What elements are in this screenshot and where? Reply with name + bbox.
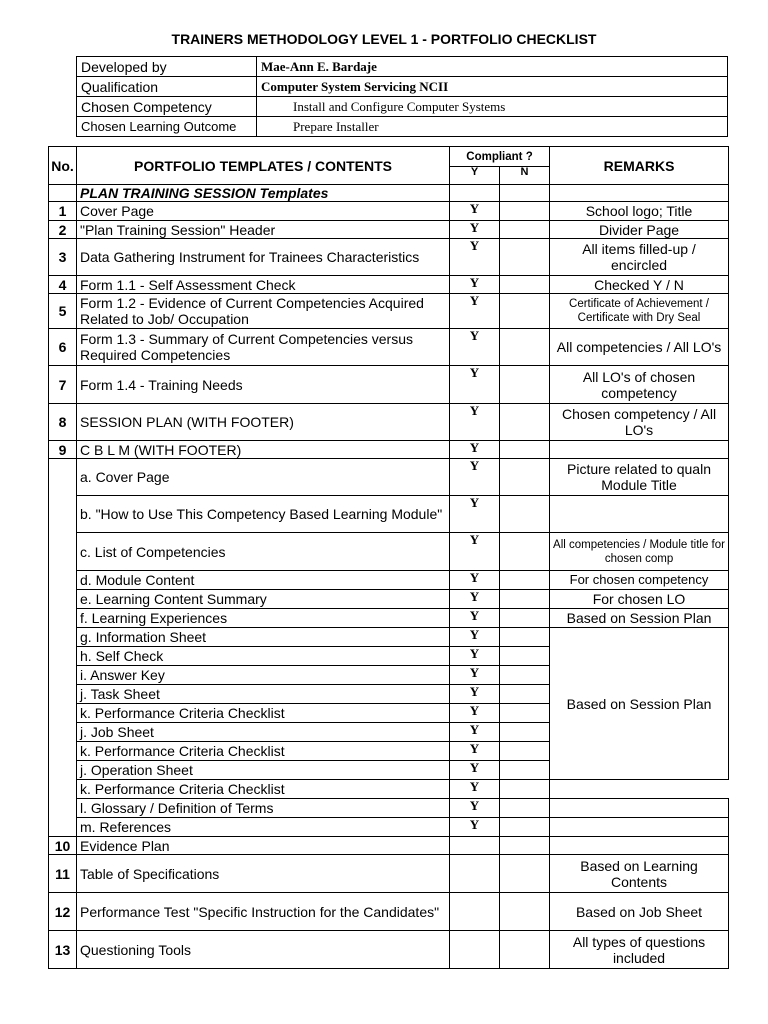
row-remark: Checked Y / N (550, 276, 729, 294)
row-content: Questioning Tools (77, 931, 450, 969)
table-row (49, 837, 729, 855)
row-compliant-y: Y (450, 404, 500, 441)
row-content: e. Learning Content Summary (77, 590, 450, 609)
table-row (49, 496, 729, 533)
row-content: SESSION PLAN (WITH FOOTER) (77, 404, 450, 441)
row-compliant-n (500, 628, 550, 647)
section-title: PLAN TRAINING SESSION Templates (77, 185, 450, 202)
row-compliant-n (500, 329, 550, 366)
row-compliant-y: Y (450, 742, 500, 761)
row-number: 11 (49, 855, 77, 893)
row-compliant-y: Y (450, 647, 500, 666)
row-content: Form 1.1 - Self Assessment Check (77, 276, 450, 294)
info-label: Qualification (77, 77, 257, 97)
info-value: Install and Configure Computer Systems (257, 97, 728, 117)
row-content: Form 1.2 - Evidence of Current Competencies Acquired Related to Job/ Occupation (77, 294, 450, 329)
row-content: Performance Test "Specific Instruction for the Candidates" (77, 893, 450, 931)
row-content: C B L M (WITH FOOTER) (77, 441, 450, 459)
info-row (77, 117, 728, 137)
table-row (49, 459, 729, 496)
row-remark (550, 496, 729, 533)
row-content: Form 1.3 - Summary of Current Competencies versus Required Competencies (77, 329, 450, 366)
row-compliant-n (500, 893, 550, 931)
row-compliant-n (500, 799, 550, 818)
row-content: j. Job Sheet (77, 723, 450, 742)
row-compliant-n (500, 647, 550, 666)
table-row (49, 780, 729, 799)
row-number: 13 (49, 931, 77, 969)
row-compliant-n (500, 761, 550, 780)
info-value: Computer System Servicing NCII (257, 77, 728, 97)
row-compliant-n (500, 609, 550, 628)
row-number (49, 496, 77, 533)
row-compliant-y: Y (450, 818, 500, 837)
row-number (49, 666, 77, 685)
row-content: "Plan Training Session" Header (77, 221, 450, 239)
table-row (49, 931, 729, 969)
row-number: 12 (49, 893, 77, 931)
table-row (49, 239, 729, 276)
row-number (49, 571, 77, 590)
row-compliant-y: Y (450, 628, 500, 647)
info-label: Chosen Learning Outcome (77, 117, 257, 137)
row-content: k. Performance Criteria Checklist (77, 742, 450, 761)
row-compliant-y: Y (450, 239, 500, 276)
row-compliant-y (450, 837, 500, 855)
row-compliant-y: Y (450, 441, 500, 459)
row-number: 9 (49, 441, 77, 459)
row-number: 8 (49, 404, 77, 441)
row-compliant-n (500, 780, 550, 799)
row-compliant-n (500, 276, 550, 294)
row-compliant-n (500, 294, 550, 329)
row-content: b. "How to Use This Competency Based Learning Module" (77, 496, 450, 533)
row-number: 5 (49, 294, 77, 329)
table-row (49, 294, 729, 329)
row-remark: All items filled-up / encircled (550, 239, 729, 276)
row-number (49, 685, 77, 704)
row-number: 3 (49, 239, 77, 276)
row-compliant-y: Y (450, 723, 500, 742)
row-number (49, 609, 77, 628)
table-row (49, 276, 729, 294)
row-remark (550, 441, 729, 459)
row-remark: All LO's of chosen competency (550, 366, 729, 404)
info-row (77, 77, 728, 97)
table-row (49, 329, 729, 366)
info-value: Mae-Ann E. Bardaje (257, 57, 728, 77)
row-compliant-y: Y (450, 609, 500, 628)
row-content: f. Learning Experiences (77, 609, 450, 628)
row-compliant-n (500, 459, 550, 496)
info-table (76, 56, 728, 137)
row-number (49, 533, 77, 571)
row-remark: For chosen competency (550, 571, 729, 590)
table-row (49, 609, 729, 628)
row-remark (550, 818, 729, 837)
table-row (49, 533, 729, 571)
row-compliant-y: Y (450, 799, 500, 818)
row-compliant-y: Y (450, 221, 500, 239)
row-compliant-y: Y (450, 329, 500, 366)
row-content: m. References (77, 818, 450, 837)
row-compliant-n (500, 202, 550, 221)
row-compliant-n (500, 931, 550, 969)
row-content: a. Cover Page (77, 459, 450, 496)
row-remark: All competencies / All LO's (550, 329, 729, 366)
row-number (49, 723, 77, 742)
row-remark: All competencies / Module title for chosen comp (550, 533, 729, 571)
row-number (49, 628, 77, 647)
row-compliant-n (500, 837, 550, 855)
row-remark: All types of questions included (550, 931, 729, 969)
row-compliant-y: Y (450, 533, 500, 571)
row-number: 6 (49, 329, 77, 366)
row-compliant-y: Y (450, 496, 500, 533)
row-content: Table of Specifications (77, 855, 450, 893)
row-remark-merged: Based on Session Plan (550, 628, 729, 780)
row-number: 1 (49, 202, 77, 221)
row-compliant-y: Y (450, 366, 500, 404)
row-content: Evidence Plan (77, 837, 450, 855)
row-compliant-n (500, 496, 550, 533)
row-number (49, 818, 77, 837)
table-row (49, 855, 729, 893)
row-number (49, 742, 77, 761)
row-remark: School logo; Title (550, 202, 729, 221)
table-row (49, 221, 729, 239)
table-row (49, 818, 729, 837)
info-value: Prepare Installer (257, 117, 728, 137)
header-n: N (500, 167, 550, 185)
row-number: 2 (49, 221, 77, 239)
row-compliant-y: Y (450, 666, 500, 685)
row-number (49, 799, 77, 818)
row-content: k. Performance Criteria Checklist (77, 704, 450, 723)
row-content: j. Operation Sheet (77, 761, 450, 780)
table-row (49, 590, 729, 609)
header-no: No. (49, 147, 77, 185)
row-remark (550, 799, 729, 818)
row-content: Cover Page (77, 202, 450, 221)
row-content: j. Task Sheet (77, 685, 450, 704)
row-content: c. List of Competencies (77, 533, 450, 571)
row-compliant-y: Y (450, 590, 500, 609)
row-compliant-n (500, 742, 550, 761)
table-row (49, 202, 729, 221)
row-compliant-n (500, 685, 550, 704)
header-contents: PORTFOLIO TEMPLATES / CONTENTS (77, 147, 450, 185)
header-remarks: REMARKS (550, 147, 729, 185)
row-compliant-n (500, 723, 550, 742)
row-number (49, 459, 77, 496)
header-compliant: Compliant ? (450, 147, 550, 167)
row-remark: Based on Session Plan (550, 609, 729, 628)
row-compliant-y: Y (450, 294, 500, 329)
section-row (49, 185, 729, 202)
info-label: Developed by (77, 57, 257, 77)
row-compliant-y: Y (450, 202, 500, 221)
row-content: Data Gathering Instrument for Trainees Characteristics (77, 239, 450, 276)
table-row (49, 441, 729, 459)
row-number: 4 (49, 276, 77, 294)
row-remark: Based on Job Sheet (550, 893, 729, 931)
row-content: d. Module Content (77, 571, 450, 590)
row-remark: Chosen competency / All LO's (550, 404, 729, 441)
row-compliant-y: Y (450, 761, 500, 780)
row-compliant-y: Y (450, 571, 500, 590)
row-content: g. Information Sheet (77, 628, 450, 647)
row-compliant-n (500, 571, 550, 590)
row-content: Form 1.4 - Training Needs (77, 366, 450, 404)
row-content: l. Glossary / Definition of Terms (77, 799, 450, 818)
row-compliant-n (500, 366, 550, 404)
row-remark: Picture related to qualn Module Title (550, 459, 729, 496)
row-content: h. Self Check (77, 647, 450, 666)
table-row (49, 404, 729, 441)
row-compliant-y: Y (450, 704, 500, 723)
row-number (49, 761, 77, 780)
row-remark: Divider Page (550, 221, 729, 239)
row-compliant-y (450, 931, 500, 969)
row-number (49, 704, 77, 723)
row-number (49, 647, 77, 666)
row-compliant-n (500, 855, 550, 893)
table-row (49, 893, 729, 931)
row-compliant-n (500, 666, 550, 685)
row-compliant-n (500, 404, 550, 441)
info-row (77, 97, 728, 117)
row-remark: For chosen LO (550, 590, 729, 609)
table-row (49, 571, 729, 590)
table-row (49, 366, 729, 404)
row-remark: Certificate of Achievement / Certificate with Dry Seal (550, 294, 729, 329)
row-compliant-n (500, 221, 550, 239)
row-compliant-y: Y (450, 276, 500, 294)
row-compliant-y: Y (450, 685, 500, 704)
row-content: i. Answer Key (77, 666, 450, 685)
document-title: TRAINERS METHODOLOGY LEVEL 1 - PORTFOLIO CHECKLIST (171, 31, 597, 47)
row-number: 7 (49, 366, 77, 404)
table-row (49, 628, 729, 647)
row-compliant-n (500, 590, 550, 609)
row-compliant-n (500, 441, 550, 459)
row-compliant-y (450, 855, 500, 893)
row-number (49, 590, 77, 609)
row-compliant-n (500, 533, 550, 571)
table-row (49, 799, 729, 818)
row-compliant-n (500, 239, 550, 276)
info-label: Chosen Competency (77, 97, 257, 117)
row-number (49, 780, 77, 799)
header-row (49, 147, 729, 167)
row-compliant-n (500, 704, 550, 723)
row-number: 10 (49, 837, 77, 855)
header-y: Y (450, 167, 500, 185)
row-compliant-y (450, 893, 500, 931)
row-compliant-y: Y (450, 459, 500, 496)
row-compliant-n (500, 818, 550, 837)
checklist-table (48, 146, 729, 969)
row-remark (550, 837, 729, 855)
info-row (77, 57, 728, 77)
row-remark: Based on Learning Contents (550, 855, 729, 893)
row-content: k. Performance Criteria Checklist (77, 780, 450, 799)
row-compliant-y: Y (450, 780, 500, 799)
